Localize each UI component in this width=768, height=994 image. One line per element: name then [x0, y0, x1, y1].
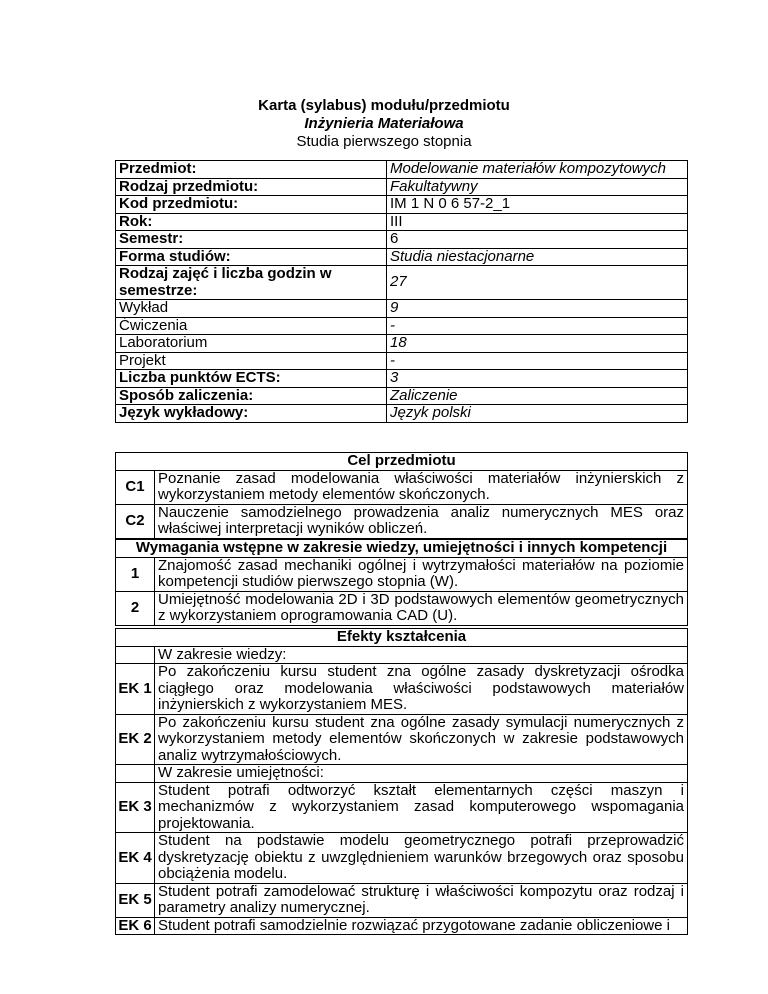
info-label: Semestr:	[116, 231, 387, 249]
skills-label: W zakresie umiejętności:	[155, 765, 688, 783]
info-row	[116, 213, 688, 231]
objective-text: Nauczenie samodzielnego prowadzenia analiz numerycznych MES oraz właściwej interpretacji wyników obliczeń.	[155, 504, 688, 538]
info-row	[116, 387, 688, 405]
study-level: Studia pierwszego stopnia	[296, 133, 472, 150]
knowledge-label: W zakresie wiedzy:	[155, 646, 688, 664]
info-label: Rok:	[116, 213, 387, 231]
objective-text: Poznanie zasad modelowania właściwości materiałów inżynierskich z wykorzystaniem metody elementów skończonych.	[155, 470, 688, 504]
outcome-code: EK 1	[116, 664, 155, 715]
outcome-code: EK 3	[116, 782, 155, 833]
info-value: IM 1 N 0 6 57-2_1	[387, 196, 688, 214]
info-value: Modelowanie materiałów kompozytowych	[387, 161, 688, 179]
info-row	[116, 300, 688, 318]
outcome-text: Po zakończeniu kursu student zna ogólne zasady symulacji numerycznych z wykorzystaniem metody elementów skończonych w zakresie podstawowych analiz wytrzymałościowych.	[155, 714, 688, 765]
prerequisite-code: 1	[116, 557, 155, 591]
objective-code: C2	[116, 504, 155, 538]
info-value: Zaliczenie	[387, 387, 688, 405]
objective-row	[116, 504, 688, 538]
prerequisite-row	[116, 591, 688, 625]
outcomes-heading: Efekty kształcenia	[116, 629, 688, 647]
learning-outcomes-table	[115, 628, 688, 935]
info-label: Przedmiot:	[116, 161, 387, 179]
info-label: Wykład	[116, 300, 387, 318]
info-row	[116, 248, 688, 266]
info-value: -	[387, 317, 688, 335]
info-label: Ćwiczenia	[116, 317, 387, 335]
info-row	[116, 405, 688, 423]
outcome-text: Student potrafi zamodelować strukturę i właściwości kompozytu oraz rodzaj i parametry analizy numerycznej.	[155, 883, 688, 917]
subject-name: Inżynieria Materiałowa	[304, 115, 464, 132]
info-label: Liczba punktów ECTS:	[116, 370, 387, 388]
course-info-table	[115, 160, 688, 423]
info-value: 3	[387, 370, 688, 388]
info-value: Język polski	[387, 405, 688, 423]
info-row	[116, 178, 688, 196]
outcome-text: Student potrafi odtworzyć kształt elementarnych części maszyn i mechanizmów z wykorzystaniem zasad komputerowego wspomagania projektowania.	[155, 782, 688, 833]
info-row	[116, 352, 688, 370]
info-value: Studia niestacjonarne	[387, 248, 688, 266]
info-value: 18	[387, 335, 688, 353]
outcomes-subheading-row	[116, 646, 688, 664]
outcome-code: EK 5	[116, 883, 155, 917]
outcome-row	[116, 782, 688, 833]
info-label: Kod przedmiotu:	[116, 196, 387, 214]
outcome-code: EK 4	[116, 833, 155, 884]
info-label: Sposób zaliczenia:	[116, 387, 387, 405]
outcomes-subheading-row	[116, 765, 688, 783]
prerequisites-heading: Wymagania wstępne w zakresie wiedzy, umiejętności i innych kompetencji	[116, 540, 688, 558]
info-row	[116, 317, 688, 335]
outcome-code: EK 2	[116, 714, 155, 765]
info-row	[116, 335, 688, 353]
prerequisites-table	[115, 539, 688, 626]
info-value: Fakultatywny	[387, 178, 688, 196]
outcome-text: Po zakończeniu kursu student zna ogólne zasady dyskretyzacji ośrodka ciągłego oraz modelowania właściwości podstawowych materiałów inżynierskich z wykorzystaniem MES.	[155, 664, 688, 715]
prerequisite-text: Znajomość zasad mechaniki ogólnej i wytrzymałości materiałów na poziomie kompetencji studiów pierwszego stopnia (W).	[155, 557, 688, 591]
info-row	[116, 231, 688, 249]
outcome-row	[116, 833, 688, 884]
info-row	[116, 161, 688, 179]
prerequisite-code: 2	[116, 591, 155, 625]
info-value: 27	[387, 266, 688, 300]
outcome-row	[116, 917, 688, 935]
info-label: Laboratorium	[116, 335, 387, 353]
prerequisite-row	[116, 557, 688, 591]
info-value: -	[387, 352, 688, 370]
outcome-text: Student potrafi samodzielnie rozwiązać przygotowane zadanie obliczeniowe i	[155, 917, 688, 935]
info-label: Rodzaj zajęć i liczba godzin w semestrze:	[116, 266, 387, 300]
info-value: 9	[387, 300, 688, 318]
course-objectives-table	[115, 452, 688, 539]
info-label: Forma studiów:	[116, 248, 387, 266]
info-label: Projekt	[116, 352, 387, 370]
info-label: Język wykładowy:	[116, 405, 387, 423]
document-title: Karta (sylabus) modułu/przedmiotu	[258, 97, 510, 114]
outcome-row	[116, 883, 688, 917]
outcome-code: EK 6	[116, 917, 155, 935]
outcome-text: Student na podstawie modelu geometrycznego potrafi przeprowadzić dyskretyzację obiektu z uwzględnieniem warunków brzegowych oraz sposobu obciążenia modelu.	[155, 833, 688, 884]
prerequisite-text: Umiejętność modelowania 2D i 3D podstawowych elementów geometrycznych z wykorzystaniem oprogramowania CAD (U).	[155, 591, 688, 625]
objectives-heading: Cel przedmiotu	[116, 453, 688, 471]
objective-code: C1	[116, 470, 155, 504]
objective-row	[116, 470, 688, 504]
info-label: Rodzaj przedmiotu:	[116, 178, 387, 196]
outcome-row	[116, 664, 688, 715]
info-value: 6	[387, 231, 688, 249]
info-row	[116, 370, 688, 388]
info-row	[116, 266, 688, 300]
info-value: III	[387, 213, 688, 231]
document-header	[0, 97, 768, 151]
info-row	[116, 196, 688, 214]
outcome-row	[116, 714, 688, 765]
